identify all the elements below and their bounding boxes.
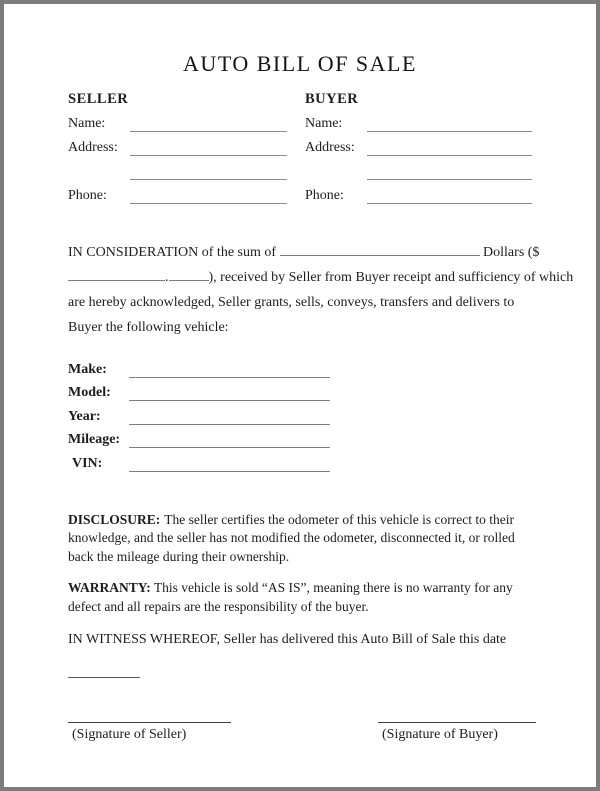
seller-column	[68, 92, 305, 204]
vin-label: VIN:	[72, 455, 103, 471]
consideration-line2	[68, 265, 574, 290]
witness-paragraph: IN WITNESS WHEREOF, Seller has delivered this Auto Bill of Sale this date	[68, 632, 507, 647]
seller-phone-row	[68, 180, 287, 204]
year-input[interactable]	[129, 422, 330, 425]
mileage-label: Mileage:	[68, 432, 121, 447]
page-title: AUTO BILL OF SALE	[183, 51, 417, 76]
vin-input[interactable]	[129, 469, 330, 472]
model-row	[68, 378, 330, 402]
buyer-address-row	[305, 132, 532, 156]
warranty-paragraph	[68, 579, 534, 616]
consideration-line4: Buyer the following vehicle:	[68, 320, 229, 335]
mileage-row	[68, 425, 330, 449]
warranty-text: This vehicle is sold “AS IS”, meaning there is no warranty for any defect and all repairs are the responsibility of the buyer.	[68, 580, 513, 614]
buyer-column	[305, 92, 532, 204]
make-row	[68, 354, 330, 378]
make-input[interactable]	[129, 375, 330, 378]
buyer-name-row	[305, 108, 532, 132]
sum-dollars-input[interactable]	[68, 267, 165, 281]
disclosure-paragraph	[68, 511, 534, 567]
vehicle-section	[68, 354, 330, 472]
seller-phone-label: Phone:	[68, 188, 107, 203]
disclosure-label: DISCLOSURE:	[68, 511, 161, 527]
parties-section	[4, 76, 596, 204]
consideration-text1-end: Dollars ($	[483, 245, 540, 260]
sum-cents-input[interactable]	[169, 267, 209, 281]
model-input[interactable]	[129, 398, 330, 401]
seller-signature-label: (Signature of Seller)	[72, 727, 187, 742]
consideration-paragraph	[68, 240, 574, 340]
buyer-phone-label: Phone:	[305, 188, 344, 203]
seller-signature-block	[68, 722, 231, 743]
seller-address-row	[68, 132, 287, 156]
seller-name-row	[68, 108, 287, 132]
buyer-signature-label: (Signature of Buyer)	[382, 727, 498, 742]
buyer-heading: BUYER	[305, 91, 359, 107]
vin-row	[68, 448, 330, 472]
decimal-point: .	[165, 270, 169, 285]
buyer-address-label: Address:	[305, 140, 355, 155]
year-row	[68, 401, 330, 425]
consideration-text2-end: ), received by Seller from Buyer receipt and sufficiency of which	[208, 270, 574, 285]
sum-words-input[interactable]	[280, 242, 480, 256]
seller-phone-input[interactable]	[130, 201, 287, 204]
make-label: Make:	[68, 361, 107, 377]
model-label: Model:	[68, 385, 111, 400]
consideration-line1	[68, 240, 540, 265]
warranty-label: WARRANTY:	[68, 580, 151, 595]
seller-address2-row	[68, 156, 287, 180]
buyer-name-label: Name:	[305, 116, 343, 131]
date-input[interactable]	[68, 665, 140, 678]
mileage-input[interactable]	[129, 445, 330, 448]
buyer-address2-row	[305, 156, 532, 180]
consideration-text1: IN CONSIDERATION of the sum of	[68, 245, 277, 260]
buyer-signature-block	[378, 722, 536, 743]
signatures-section	[68, 722, 536, 743]
buyer-phone-input[interactable]	[367, 201, 532, 204]
disclosure-text: The seller certifies the odometer of this vehicle is correct to their knowledge, and the seller has not modified the odometer, disconnected it, or rolled back the mileage during their ownership.	[68, 511, 515, 564]
seller-heading: SELLER	[68, 91, 129, 107]
buyer-phone-row	[305, 180, 532, 204]
seller-address-label: Address:	[68, 140, 118, 155]
year-label: Year:	[68, 408, 101, 424]
seller-name-label: Name:	[68, 116, 106, 131]
consideration-line3: are hereby acknowledged, Seller grants, sells, conveys, transfers and delivers to	[68, 295, 515, 310]
